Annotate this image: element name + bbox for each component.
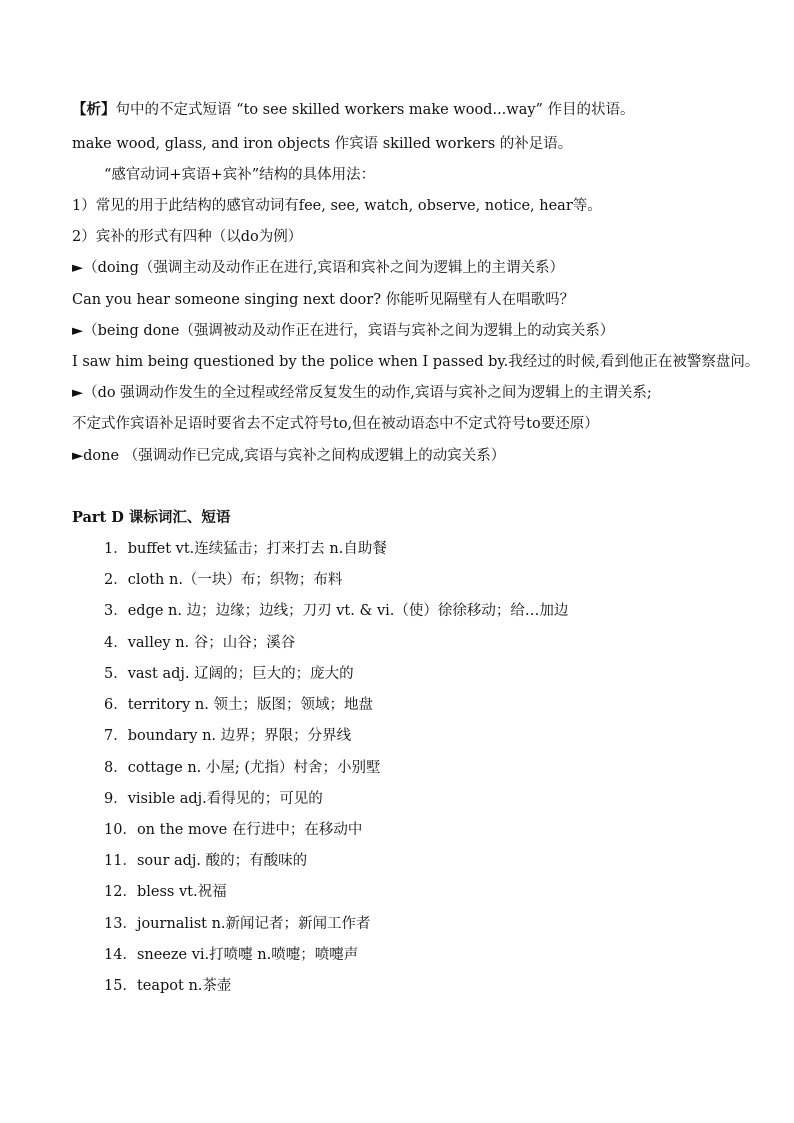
vocab-item: 5．vast adj. 辽阔的；巨大的；庞大的: [104, 666, 354, 682]
vocab-item: 7．boundary n. 边界；界限；分界线: [104, 728, 352, 744]
doing-example: Can you hear someone singing next door? 你能听见隔壁有人在唱歌吗？: [72, 292, 575, 308]
vocab-item: 4．valley n. 谷；山谷；溪谷: [104, 635, 296, 651]
done-rule: ►done （强调动作已完成,宾语与宾补之间构成逻辑上的动宾关系）: [72, 448, 506, 464]
analysis-label: 【析】: [72, 101, 116, 118]
analysis-sentence-1: 句中的不定式短语 “to see skilled workers make wood...way” 作目的状语。: [115, 102, 635, 118]
being-done-rule: ►（being done（强调被动及动作正在进行，宾语与宾补之间为逻辑上的动宾关系）: [72, 323, 615, 339]
vocab-item: 9．visible adj.看得见的；可见的: [104, 791, 323, 807]
vocab-item: 12．bless vt.祝福: [104, 884, 227, 900]
vocab-item: 1．buffet vt.连续猛击；打来打去 n.自助餐: [104, 541, 387, 557]
vocab-item: 15．teapot n.茶壶: [104, 978, 232, 994]
vocab-item: 10．on the move 在行进中；在移动中: [104, 822, 363, 838]
usage-heading: “感官动词+宾语+宾补”结构的具体用法：: [104, 167, 376, 183]
vocab-item: 8．cottage n. 小屋; (尤指）村舍；小别墅: [104, 760, 381, 776]
vocab-item: 3．edge n. 边；边缘；边线；刀刃 vt. & vi.（使）徐徐移动；给…加边: [104, 603, 569, 619]
vocab-item: 14．sneeze vi.打喷嚏 n.喷嚏；喷嚏声: [104, 947, 359, 963]
vocab-item: 6．territory n. 领土；版图；领域；地盘: [104, 697, 373, 713]
doing-rule: ►（doing（强调主动及动作正在进行,宾语和宾补之间为逻辑上的主谓关系）: [72, 260, 565, 276]
usage-point-1: 1）常见的用于此结构的感官动词有fee, see, watch, observe, notice, hear等。: [72, 198, 602, 214]
analysis-line-1: [72, 100, 635, 120]
do-rule-line-2: 不定式作宾语补足语时要省去不定式符号to,但在被动语态中不定式符号to要还原）: [72, 416, 599, 432]
being-done-example: I saw him being questioned by the police when I passed by.我经过的时候,看到他正在被警察盘问。: [72, 354, 760, 370]
usage-point-2: 2）宾补的形式有四种（以do为例）: [72, 229, 303, 245]
analysis-sentence-2: make wood, glass, and iron objects 作宾语 skilled workers 的补足语。: [72, 136, 573, 152]
vocab-item: 2．cloth n.（一块）布；织物；布料: [104, 572, 343, 588]
part-d-title: Part D 课标词汇、短语: [72, 509, 231, 526]
vocab-item: 11．sour adj. 酸的；有酸味的: [104, 853, 308, 869]
do-rule-line-1: ►（do 强调动作发生的全过程或经常反复发生的动作,宾语与宾补之间为逻辑上的主谓关系;: [72, 385, 652, 401]
vocab-item: 13．journalist n.新闻记者；新闻工作者: [104, 916, 371, 932]
